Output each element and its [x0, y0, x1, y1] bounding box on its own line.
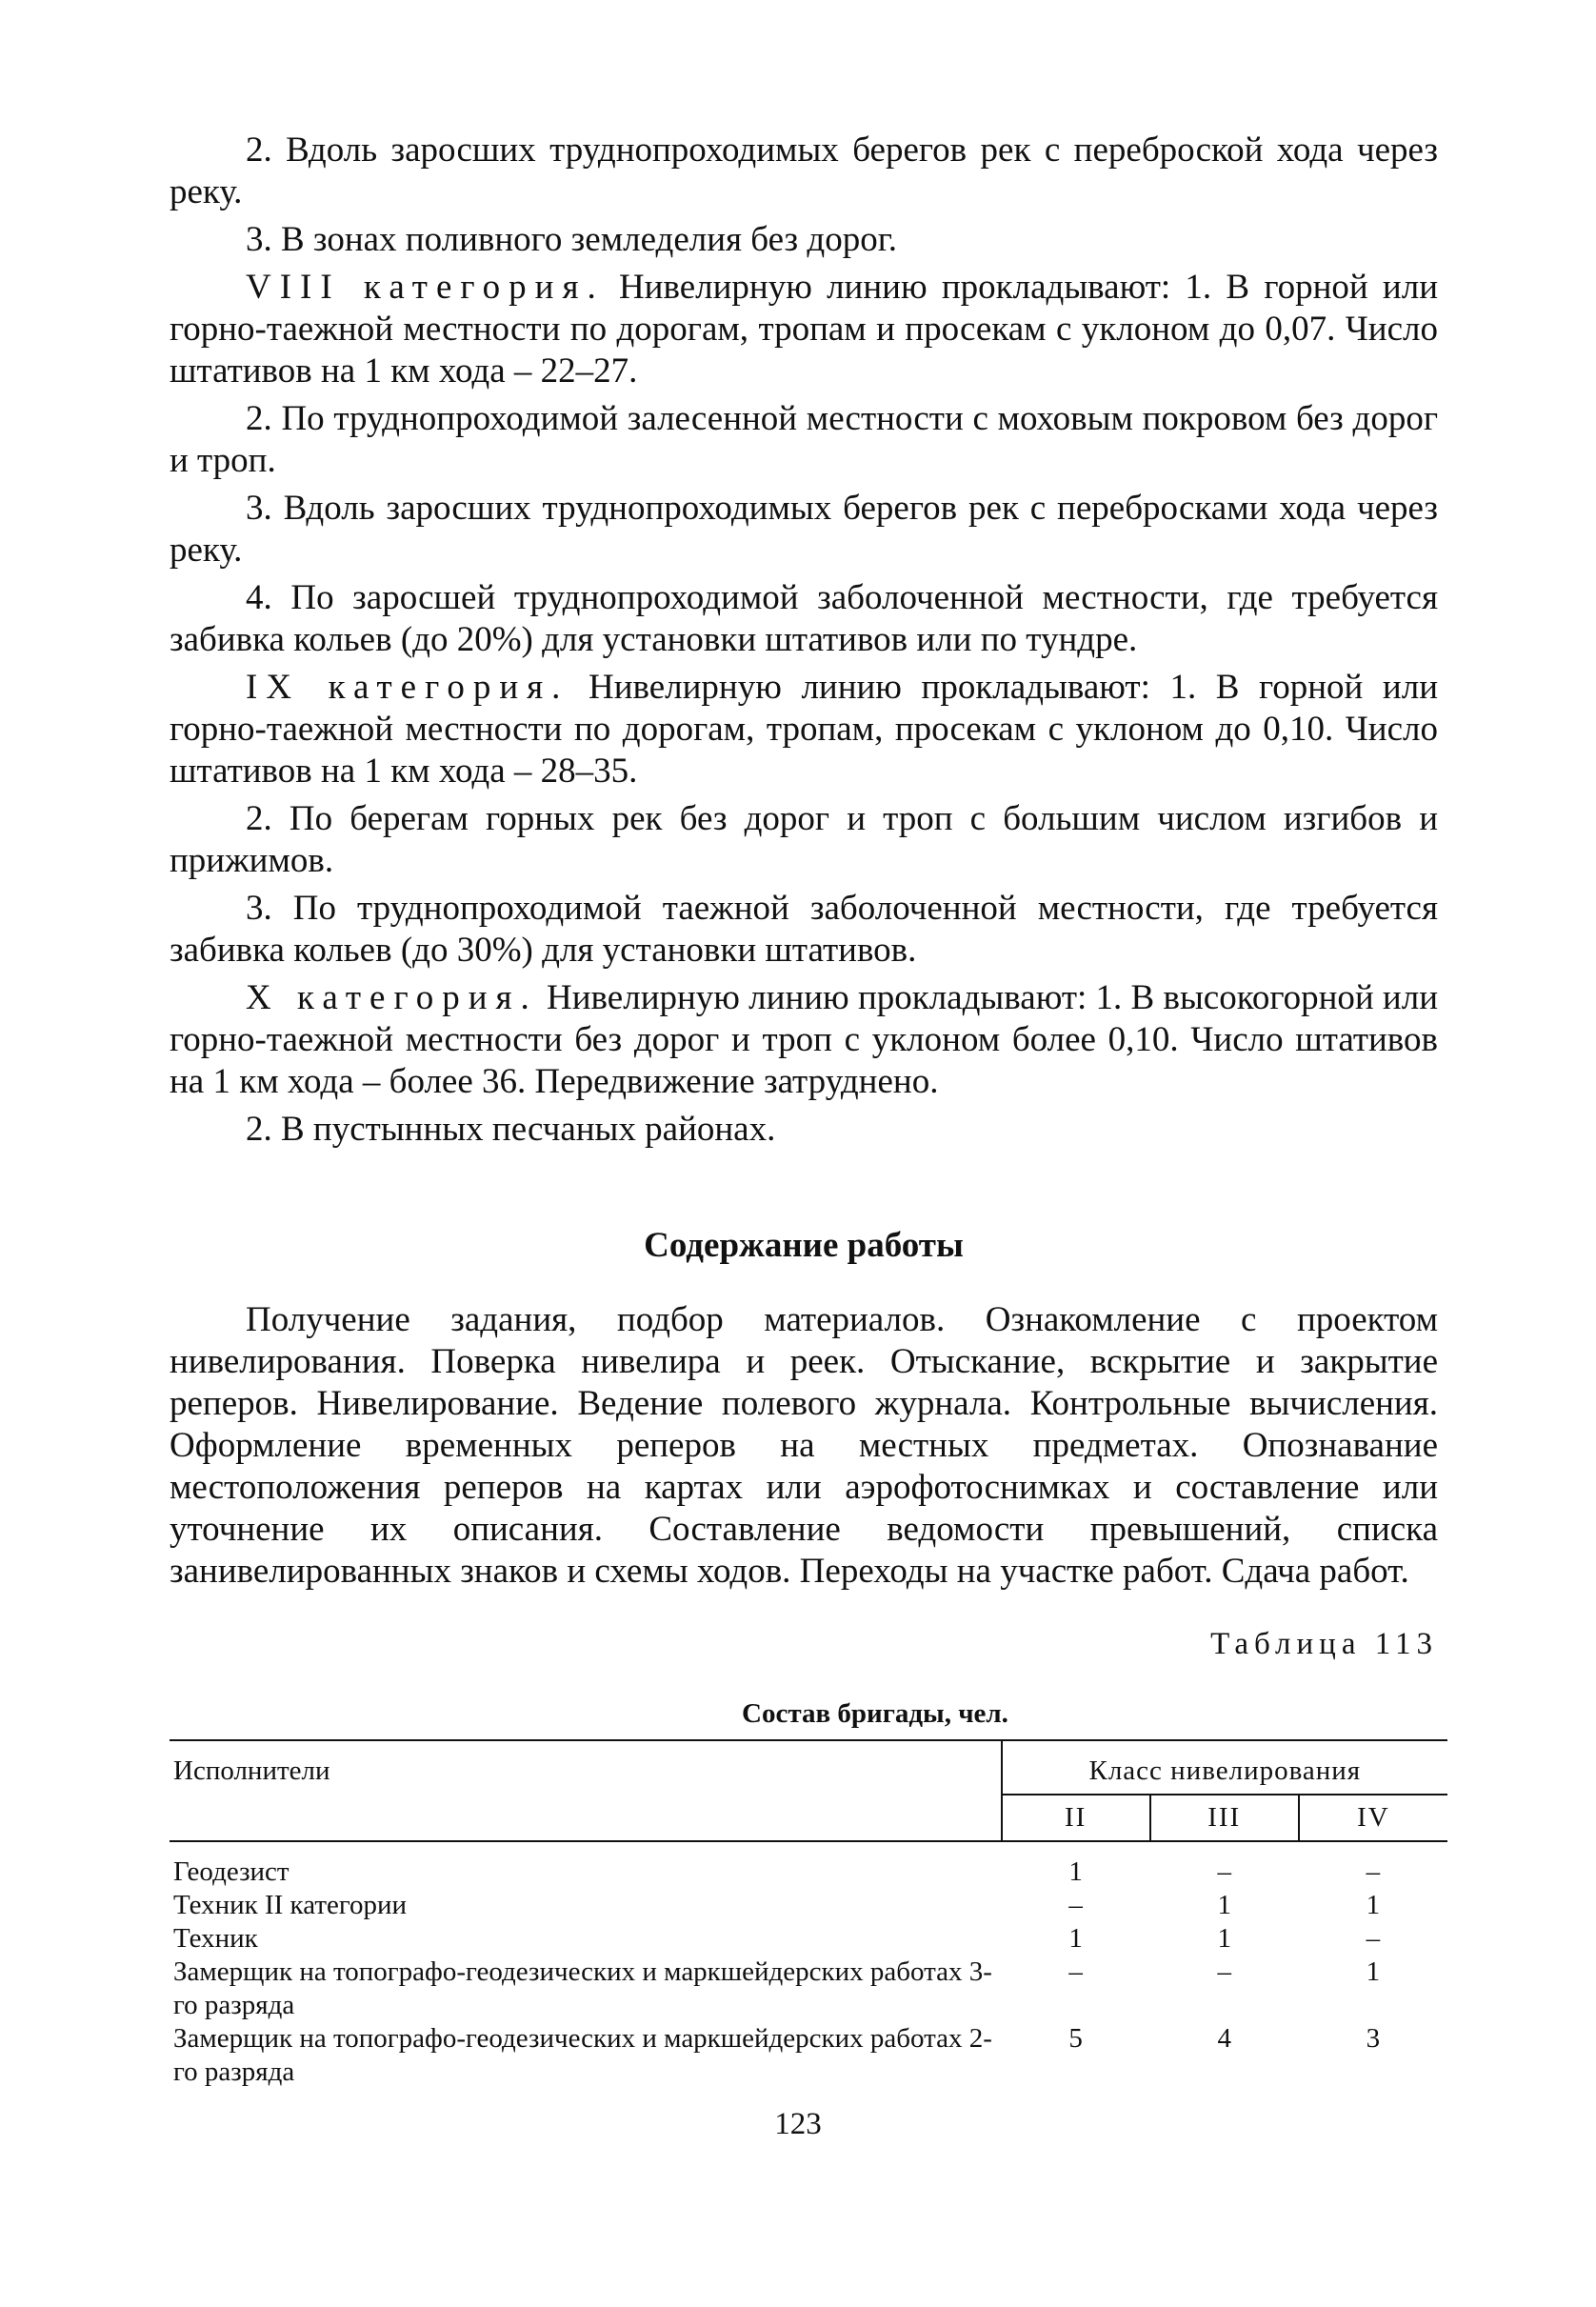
cell-class-iii: 1: [1217, 1923, 1231, 1954]
row-name: Замерщик на топографо-геодезических и маркшейдерских работах 3-го разряда: [173, 1956, 992, 2020]
paragraph: 2. Вдоль заросших труднопроходимых берегов рек с переброской хода через реку.: [170, 130, 1438, 211]
category-paragraph: IX категория. Нивелирную линию прокладывают: 1. В горной или горно-таежной местности по дорогам, тропам, просекам с уклоном до 0,10. Число штативов на 1 км хода – 28–35.: [170, 668, 1438, 791]
section-heading: Содержание работы: [644, 1226, 964, 1265]
table-row: [170, 1956, 1447, 2022]
paragraph: 3. В зонах поливного земледелия без дорог.: [246, 220, 897, 259]
page-content: [170, 130, 1438, 2089]
category-title: VIII категория.: [246, 268, 605, 307]
table-row: [170, 1889, 1447, 1922]
table-caption: Состав бригады, чел.: [742, 1698, 1008, 1729]
cell-class-iii: –: [1217, 1856, 1231, 1887]
paragraph: 2. В пустынных песчаных районах.: [246, 1110, 776, 1149]
cell-class-iv: 3: [1366, 2023, 1381, 2054]
cell-class-iv: 1: [1366, 1890, 1381, 1920]
cell-class-iii: –: [1217, 1956, 1231, 1987]
page-number: 123: [774, 2107, 822, 2141]
cell-class-ii: 1: [1068, 1856, 1083, 1887]
row-name: Геодезист: [173, 1856, 289, 1887]
category-title: IX категория.: [246, 668, 569, 707]
category-paragraph: VIII категория. Нивелирную линию прокладывают: 1. В горной или горно-таежной местности по дорогам, тропам и просекам с уклоном до 0,07. Число штативов на 1 км хода – 22–27.: [170, 268, 1438, 391]
paragraph: 2. По берегам горных рек без дорог и троп с большим числом изгибов и прижимов.: [170, 799, 1438, 880]
header-class: Класс нивелирования: [1002, 1740, 1447, 1795]
table-row: [170, 1841, 1447, 1889]
paragraph: 2. По труднопроходимой залесенной местности с моховым покровом без дорог и троп.: [170, 399, 1438, 480]
cell-class-ii: –: [1068, 1890, 1083, 1920]
row-name: Замерщик на топографо-геодезических и маркшейдерских работах 2-го разряда: [173, 2023, 992, 2087]
table-number: Таблица 113: [1210, 1627, 1438, 1661]
cell-class-iii: 4: [1217, 2023, 1231, 2054]
cell-class-ii: 5: [1068, 2023, 1083, 2054]
cell-class-iv: –: [1366, 1923, 1381, 1954]
category-paragraph: X категория. Нивелирную линию прокладывают: 1. В высокогорной или горно-таежной местности без дорог и троп с уклоном более 0,10. Число штативов на 1 км хода – более 36. Передвижение затруднено.: [170, 978, 1438, 1101]
category-title: X категория.: [246, 978, 538, 1017]
crew-table: [170, 1739, 1447, 2089]
cell-class-iv: 1: [1366, 1956, 1381, 1987]
paragraph: 3. По труднопроходимой таежной заболоченной местности, где требуется забивка кольев (до 30%) для установки штативов.: [170, 889, 1438, 970]
paragraph: 3. Вдоль заросших труднопроходимых берегов рек с перебросками хода через реку.: [170, 489, 1438, 570]
section-body: Получение задания, подбор материалов. Ознакомление с проектом нивелирования. Поверка нивелира и реек. Отыскание, вскрытие и закрытие реперов. Нивелирование. Ведение полевого журнала. Контрольные вычисления. Оформление временных реперов на местных предметах. Опознавание местоположения реперов на картах или аэрофотоснимках и составление или уточнение их описания. Составление ведомости превышений, списка занивелированных знаков и схемы ходов. Переходы на участке работ. Сдача работ.: [170, 1300, 1438, 1591]
cell-class-ii: 1: [1068, 1923, 1083, 1954]
table-row: [170, 2022, 1447, 2089]
row-name: Техник: [173, 1923, 258, 1954]
cell-class-iii: 1: [1217, 1890, 1231, 1920]
paragraph: 4. По заросшей труднопроходимой заболоченной местности, где требуется забивка кольев (до 20%) для установки штативов или по тундре.: [170, 578, 1438, 659]
row-name: Техник II категории: [173, 1890, 408, 1920]
cell-class-iv: –: [1366, 1856, 1381, 1887]
header-class-iv: IV: [1299, 1795, 1447, 1841]
table-row: [170, 1922, 1447, 1956]
header-class-iii: III: [1150, 1795, 1299, 1841]
header-executors: Исполнители: [170, 1740, 1002, 1841]
cell-class-ii: –: [1068, 1956, 1083, 1987]
header-class-ii: II: [1002, 1795, 1150, 1841]
